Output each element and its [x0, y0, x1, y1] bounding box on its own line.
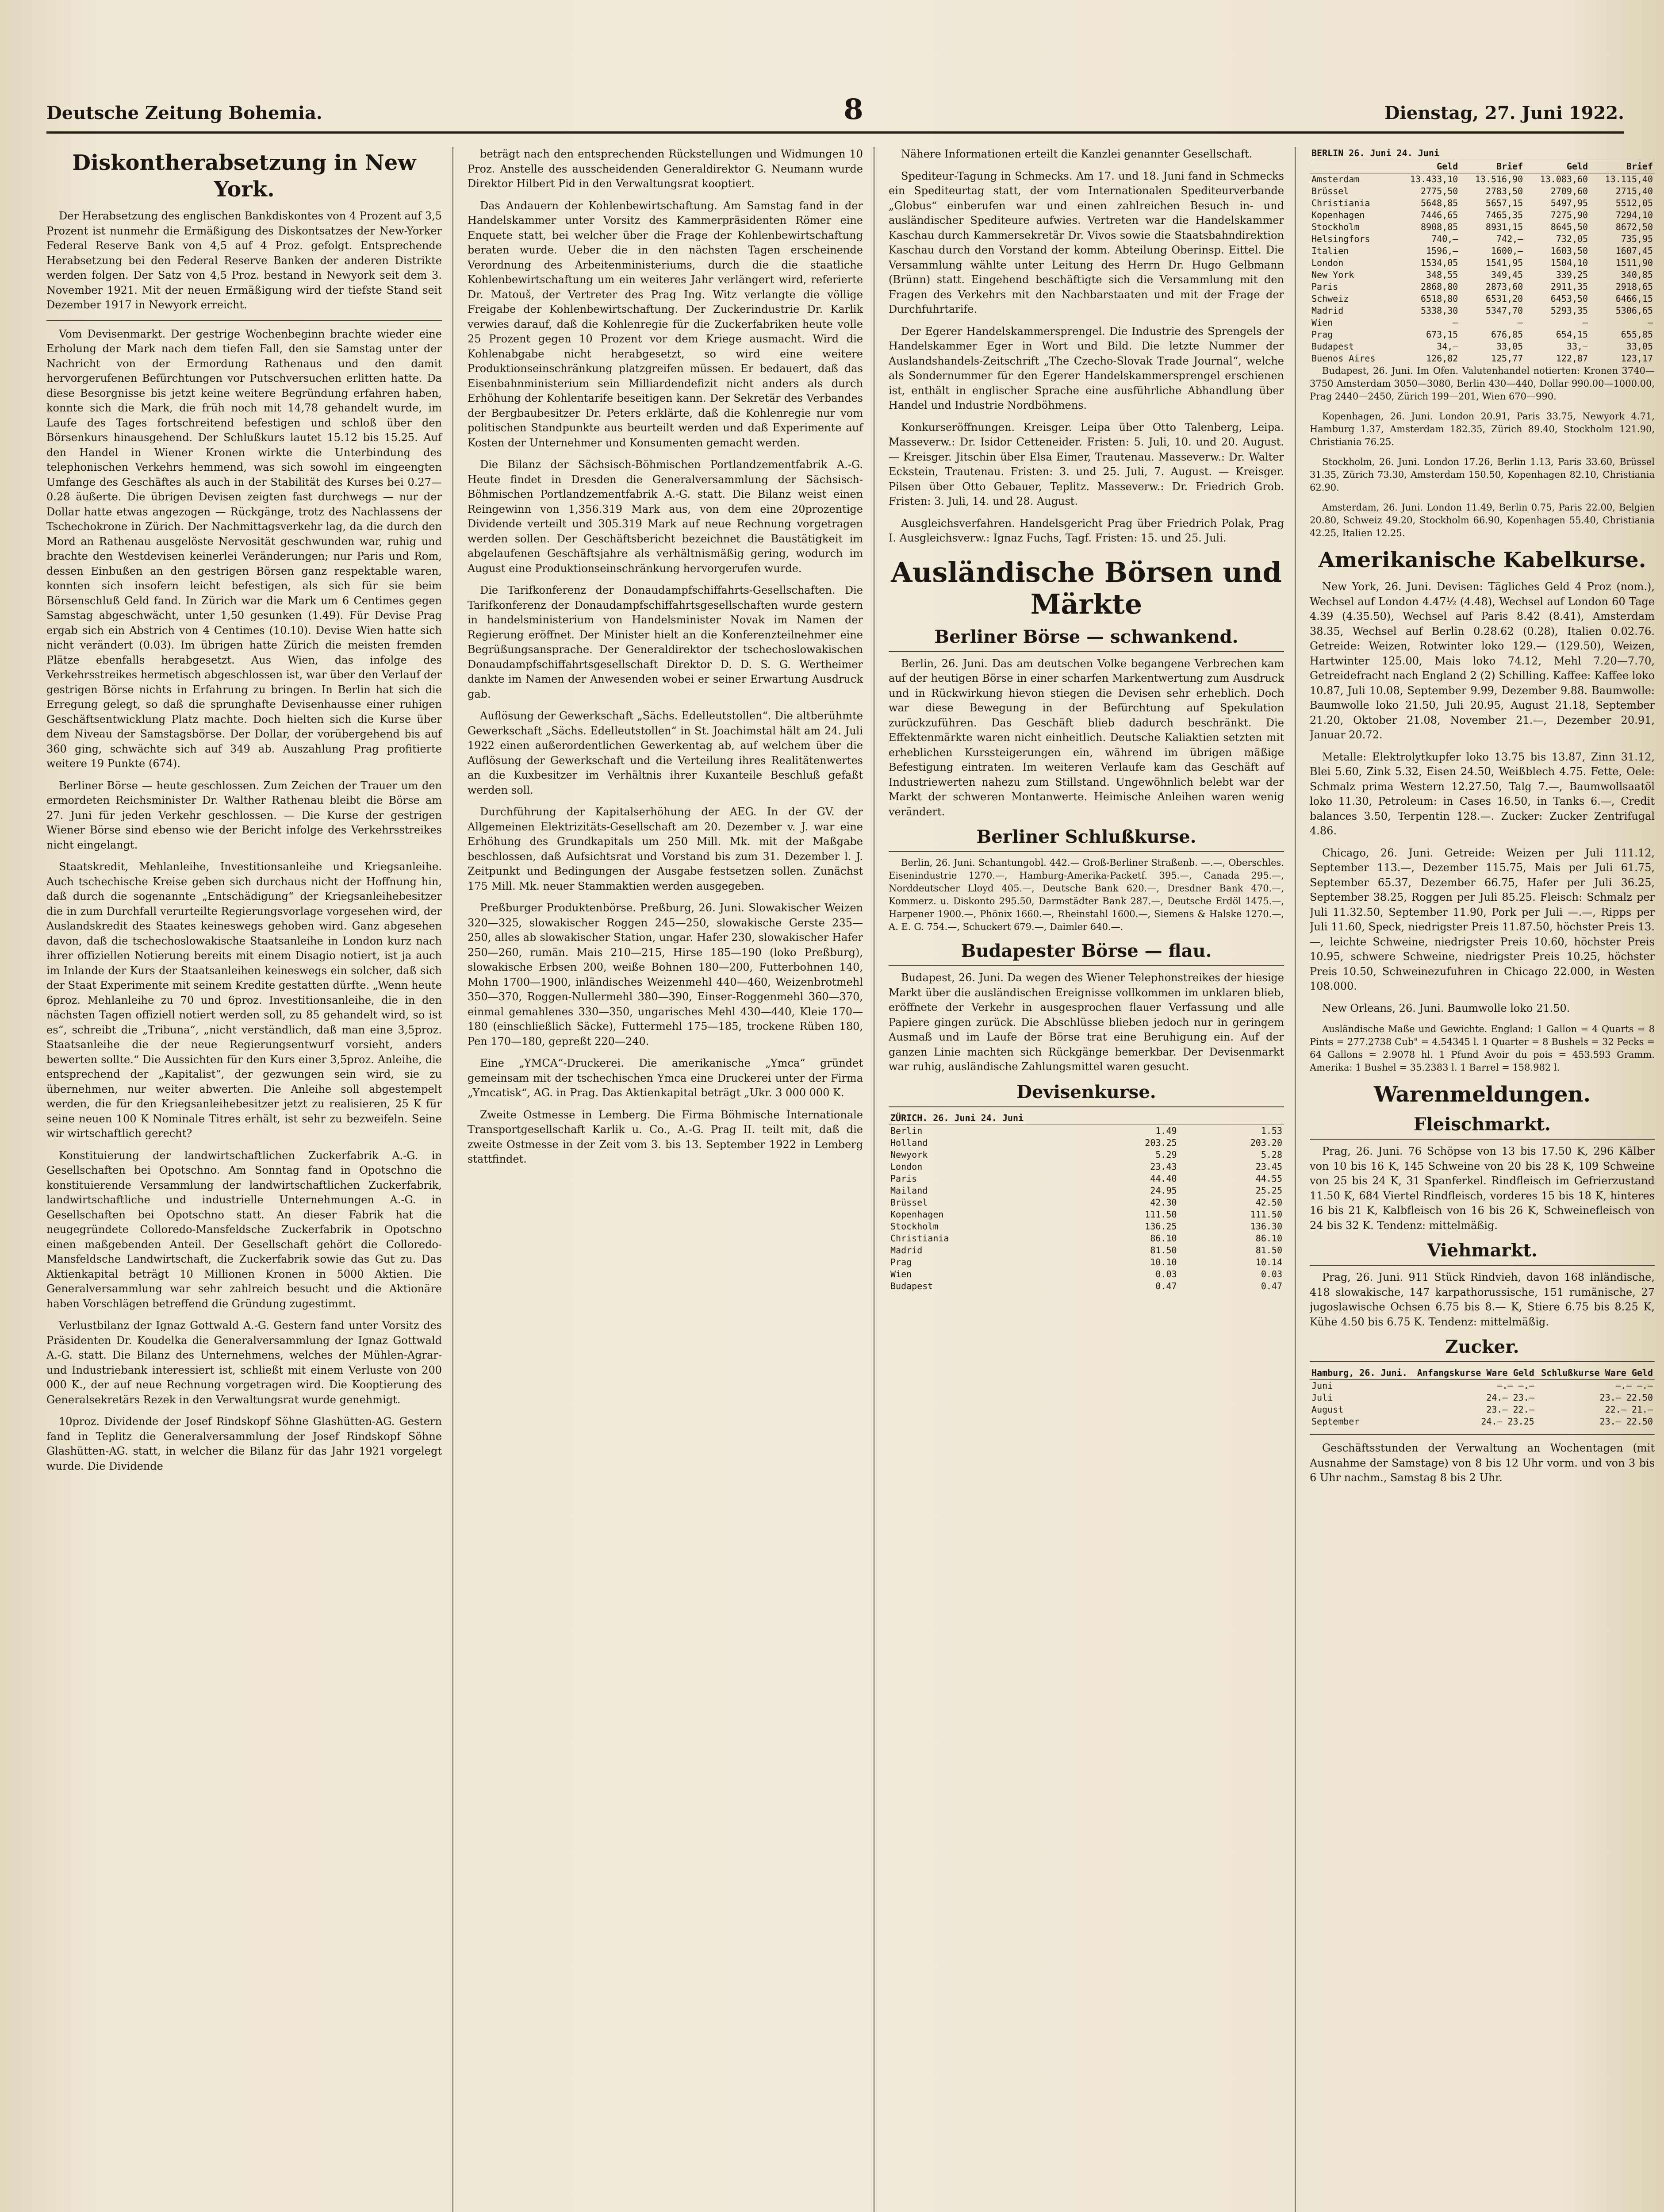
headline-kabelkurse: Amerikanische Kabelkurse. [1318, 548, 1646, 572]
berlin-fx-row-b2: 735,95 [1621, 234, 1653, 244]
sugar-row-b: 23.— 22.50 [1599, 1416, 1653, 1427]
article-text: Geschäftsstunden der Verwaltung an Wochentagen (mit Ausnahme der Samstage) von 8 bis 12 Uhr vorm. und von 3 bis 6 Uhr nachm., Samstag 8 bis 2 Uhr. [1310, 1442, 1655, 1484]
berlin-fx-row-b2: 8672,50 [1615, 222, 1653, 232]
column-4 [1310, 147, 1655, 2212]
article-text: Budapest, 26. Juni. Da wegen des Wiener Telephonstreikes der hiesige Markt über die ausländischen Ereignisse vollkommen im unklaren blieb, eröffnete der Verkehr in ausgesprochen flauer Verfassung und alle Papiere gingen zurück. Die Abschlüsse blieben jedoch nur in geringem Ausmaß und im Laufe der Börse trat eine Beruhigung ein. Auf der ganzen Linie machten sich Rückgänge bemerkbar. Der Devisenmarkt war ruhig, ausländische Zahlungsmittel waren gesucht. [889, 972, 1284, 1073]
berlin-fx-row-g1: 34,— [1437, 341, 1458, 352]
zurich-row [889, 1125, 1284, 1137]
berlin-fx-row-b2: 5512,05 [1615, 198, 1653, 208]
paper-name: Deutsche Zeitung Bohemia. [46, 103, 322, 123]
berlin-fx-col-brief: Brief [1460, 160, 1525, 173]
berlin-fx-row-g1: 5338,30 [1421, 305, 1458, 316]
zurich-row-place: Kopenhagen [890, 1209, 944, 1220]
berlin-fx-row-g1: 126,82 [1426, 353, 1458, 364]
berlin-fx-row [1310, 341, 1655, 353]
berlin-fx-row-b1: 2783,50 [1485, 186, 1523, 196]
sugar-row-month: August [1311, 1404, 1344, 1415]
zurich-row-b: 203.20 [1250, 1137, 1282, 1148]
berlin-fx-col-place [1310, 160, 1395, 173]
sugar-row-a: 24.— 23.25 [1481, 1416, 1534, 1427]
sugar-row-a: 23.— 22.— [1486, 1404, 1534, 1415]
zurich-row-place: London [890, 1161, 923, 1172]
berlin-fx-row-place: Madrid [1311, 305, 1344, 316]
article-text: Budapest, 26. Juni. Im Ofen. Valutenhandel notierten: Kronen 3740—3750 Amsterdam 3050—3080, Berlin 430—440, Dollar 990.00—1000.00, Prag 2440—2450, Zürich 199—201, Wien 670—990. [1310, 365, 1655, 402]
zurich-row-place: Madrid [890, 1244, 923, 1256]
article-text: Berlin, 26. Juni. Schantungobl. 442.— Groß-Berliner Straßenb. —.—, Oberschles. Eisenindustrie 1270.—, Hamburg-Amerika-Packetf. 395.—, Canada 295.—, Norddeutscher Lloyd 405.—, Deutsche Bank 620.—, Dresdner Bank 470.—, Kommerz. u. Diskonto 295.50, Darmstädter Bank 287.—, Deutsche Erdöl 1475.—, Harpener 1900.—, Phönix 1660.—, Rheinstahl 1600.—, Siemens & Halske 1270.—, A. E. G. 754.—, Schuckert 679.—, Daimler 640.—. [889, 857, 1284, 932]
zurich-row-a: 81.50 [1150, 1244, 1177, 1256]
berlin-fx-row-g1: 348,55 [1426, 269, 1458, 280]
berlin-fx-row [1310, 353, 1655, 365]
zurich-row-b: 44.55 [1255, 1173, 1282, 1184]
zurich-row-b: 1.53 [1261, 1125, 1282, 1136]
berlin-fx-row-b1: 5657,15 [1485, 198, 1523, 208]
berlin-fx-row-g1: 7446,65 [1421, 210, 1458, 220]
berlin-fx-row-b1: 6531,20 [1485, 293, 1523, 304]
berlin-fx-row [1310, 209, 1655, 221]
sugar-row-month: September [1311, 1416, 1360, 1427]
zurich-row-a: 111.50 [1145, 1209, 1177, 1220]
zurich-row-a: 42.30 [1150, 1197, 1177, 1208]
zurich-row-place: Mailand [890, 1185, 928, 1196]
berlin-fx-row [1310, 329, 1655, 341]
berlin-fx-row-g1: 1596,— [1426, 246, 1458, 256]
article-text: Nähere Informationen erteilt die Kanzlei genannter Gesellschaft. [901, 148, 1253, 160]
berlin-fx-row-place: Amsterdam [1311, 174, 1360, 184]
zurich-row-a: 203.25 [1145, 1137, 1177, 1148]
berlin-fx-row-b1: 7465,35 [1485, 210, 1523, 220]
zurich-row-a: 0.03 [1155, 1268, 1177, 1279]
article-text: Chicago, 26. Juni. Getreide: Weizen per Juli 111.12, September 113.—, Dezember 115.75, Mais per Juli 61.75, September 65.37, Dezember 66.75, Hafer per Juli 36.25, September 38.25, Roggen per Juli 85.25. Fleisch: Schmalz per Juli 11.32.50, September 11.90, Pork per Juli —.—, Ripps per Juli 11.60, Speck, niedrigster Preis 11.87.50, höchster Preis 13.—, leichte Schweine, niedrigster Preis 10.60, höchster Preis 10.95, schwere Schweine, niedrigster Preis 10.25, höchster Preis 10.50, Schweinezufuhren in Chicago 22.000, in Westen 108.000. [1310, 846, 1655, 992]
zurich-row-a: 136.25 [1145, 1221, 1177, 1232]
sugar-row-a: 24.— 23.— [1486, 1392, 1534, 1403]
berlin-fx-row-place: Kopenhagen [1311, 210, 1365, 220]
berlin-fx-row-g2: 339,25 [1556, 269, 1588, 280]
berlin-fx-row-place: Paris [1311, 281, 1338, 292]
berlin-fx-row-g2: 6453,50 [1550, 293, 1588, 304]
zurich-row-a: 24.95 [1150, 1185, 1177, 1196]
zurich-row-place: Christiania [890, 1233, 949, 1244]
sugar-table-body [1310, 1380, 1655, 1428]
berlin-fx-row-g2: 8645,50 [1550, 222, 1588, 232]
article-text: Prag, 26. Juni. 911 Stück Rindvieh, davon 168 inländische, 418 slowakische, 147 karpathorussische, 151 rumänische, 27 jugoslawische Ochsen 6.75 bis 8.— K, Stiere 6.75 bis 8.25 K, Kühe 4.50 bis 6.75 K. Tendenz: mittelmäßig. [1310, 1271, 1655, 1328]
berlin-fx-row [1310, 221, 1655, 233]
article-text: Preßburger Produktenbörse. Preßburg, 26. Juni. Slowakischer Weizen 320—325, slowakischer Roggen 245—250, slowakische Gerste 235—250, alles ab slowakischer Station, ungar. Hafer 230, slowakischer Hafer 250—260, rumän. Mais 210—215, Hirse 185—190 (loko Preßburg), slowakische Erbsen 200, weiße Bohnen 180—200, Futterbohnen 140, Mohn 1700—1900, inländisches Weizenmehl 440—460, Weizenbrotmehl 350—370, Roggen-Nullermehl 380—390, Einser-Roggenmehl 360—370, einmal gemahlenes 330—350, ungarisches Mehl 430—440, Kleie 170—180 (einschließlich Säcke), Futtermehl 175—185, trockene Rüben 180, Pen 170—180, gepreßt 220—240. [468, 902, 863, 1048]
berlin-fx-row-b2: 5306,65 [1615, 305, 1653, 316]
zurich-row-a: 5.29 [1155, 1149, 1177, 1160]
berlin-fx-row-g2: 1603,50 [1550, 246, 1588, 256]
zurich-row-b: 136.30 [1250, 1221, 1282, 1232]
berlin-fx-row [1310, 173, 1655, 186]
berlin-fx-row-b1: 5347,70 [1485, 305, 1523, 316]
berlin-fx-body [1310, 173, 1655, 365]
column-1 [46, 147, 453, 2212]
berlin-fx-row-b2: 13.115,40 [1605, 174, 1653, 184]
divider [1310, 1434, 1655, 1435]
berlin-fx-row-g1: — [1453, 317, 1458, 328]
zurich-row-place: Budapest [890, 1280, 933, 1291]
zurich-row-place: Stockholm [890, 1221, 939, 1232]
berlin-fx-row-place: Christiania [1311, 198, 1370, 208]
berlin-fx-row-g1: 1534,05 [1421, 257, 1458, 268]
zurich-row-a: 10.10 [1150, 1256, 1177, 1267]
sugar-row [1310, 1416, 1655, 1428]
berlin-fx-row-g2: 122,87 [1556, 353, 1588, 364]
article-text: Eine „YMCA“-Druckerei. Die amerikanische „Ymca“ gründet gemeinsam mit der tschechischen Ymca eine Druckerei unter der Firma „Ymcatisk“, AG. in Prag. Das Aktienkapital beträgt „Ukr. 3 000 000 K. [468, 1057, 863, 1099]
article-text: Amsterdam, 26. Juni. London 11.49, Berlin 0.75, Paris 22.00, Belgien 20.80, Schweiz 49.20, Stockholm 66.90, Kopenhagen 55.40, Christiania 42.25, Italien 12.25. [1310, 502, 1655, 538]
berlin-fx-row-b2: 33,05 [1626, 341, 1653, 352]
article-text: Prag, 26. Juni. 76 Schöpse von 13 bis 17.50 K, 296 Kälber von 10 bis 16 K, 145 Schweine von 20 bis 28 K, 109 Schweine von 25 bis 24 K, 31 Spanferkel. Rindfleisch im Gefrierzustand 11.50 K, 684 Viertel Rindfleisch, vorderes 15 bis 18 K, hinteres 16 bis 21 K, Kalbfleisch von 16 bis 26 K, Schweinefleisch von 24 bis 32 K. Tendenz: mittelmäßig. [1310, 1145, 1655, 1232]
zurich-row [889, 1268, 1284, 1280]
zurich-row-a: 86.10 [1150, 1233, 1177, 1244]
article-text: Vom Devisenmarkt. Der gestrige Wochenbeginn brachte wieder eine Erholung der Mark nach dem tiefen Fall, den sie Samstag unter der Nachricht von der Ermordung Rathenaus und den damit hervorgerufenen Befürchtungen vor Putschversuchen erlitten hatte. Da diese Besorgnisse bis jetzt keine weitere Begründung erfahren haben, konnte sich die Mark, die früh noch mit 14,78 gehandelt wurde, im Laufe des Tages fortschreitend befestigen und schloß über den Börsenkurs hinausgehend. Der Schlußkurs lautet 15.12 bis 15.25. Auf den Handel in Wiener Kronen wirkte die Unterbindung des telephonischen Verkehrs hemmend, was sich sowohl im eingeengten Umfange des Geschäftes als auch in der Stabilität des Kurses bei 0.27—0.28 äußerte. Die übrigen Devisen zeigten fast durchwegs — nur der Dollar hatte etwas angezogen — Rückgänge, trotz des Nachlassens der Tschechokrone in Zürich. Der Nachmittagsverkehr lag, da die durch den Mord an Rathenau ausgelöste Nervosität geschwunden war, ruhig und brachte den Westdevisen keinerlei Veränderungen; nur Paris und Rom, dessen Einbußen an den gestrigen Börsen ganz respektable waren, konnten sich insofern leicht befestigen, als sich für sie beim Börsenschluß Geld fand. In Zürich war die Mark um 6 Centimes gegen Samstag abgeschwächt, unter 1,50 gesunken (1.49). Für Devise Prag ergab sich ein Abstrich von 4 Centimes (10.10). Devise Wien hatte sich nicht verändert (0.03). Im übrigen hatte Zürich die meisten fremden Plätze ebenfalls herabgesetzt. Aus Wien, das infolge des Verkehrsstreikes hermetisch abgeschlossen ist, war über den Verlauf der gestrigen Börse nichts in Erfahrung zu bringen. In Berlin hat sich die Erregung gelegt, so daß die sprunghafte Devisenhausse einer ruhigen Geschäftsentwicklung Platz machte. Doch hielten sich die Kurse über dem Niveau der Samstagsbörse. Der Dollar, der vorübergehend bis auf 360 ging, schwächte sich auf 349 ab. Auszahlung Prag profitierte weitere 19 Punkte (674). [46, 327, 442, 770]
zurich-row [889, 1185, 1284, 1197]
berlin-fx-row-b2: 123,17 [1621, 353, 1653, 364]
sugar-row-b: 23.— 22.50 [1599, 1392, 1653, 1403]
article-text: Staatskredit, Mehlanleihe, Investitionsanleihe und Kriegsanleihe. Auch tschechische Kreise geben sich durchaus nicht der Hoffnung hin, daß durch die sogenannte „Entschädigung“ der Kriegsanleihebesitzer die in zum Durchfall verurteilte Regierungsvorlage vorgesehen wird, der Auslandskredit des Staates keineswegs gehoben wird. Ganz abgesehen davon, daß die tschechoslowakische Staatsanleihe in London kurz nach ihrer offiziellen Notierung bereits mit einem Disagio notiert, ist ja auch im Inlande der Kurs der Staatsanleihen keineswegs ein solcher, daß sich der Staat Experimente mit seinem Kredite gestatten dürfte. „Wenn heute 6proz. Mehlanleihe zu 70 und 6proz. Investitionsanleihe, die in den nächsten Tagen offiziell notiert werden soll, zu 85 gehandelt wird, so ist es“, schreibt die „Tribuna“, „nicht verständlich, daß man eine 3,5proz. Staatsanleihe die der neue Regierungsentwurf vorsieht, anders bewerten sollte.“ Die Aussichten für den Kurs einer 3,5proz. Anleihe, die entsprechend der „Kapitalist“, der gezwungen sein wird, sie zu übernehmen, nur weiter abwerten. Die Anleihe soll abgestempelt werden, die für den Kriegsanleihebesitzer jetzt zu realisieren, 25 K für seine neuen 100 K Nominale Titres erhält, ist sehr zu bezweifeln. Seine wir wirtschaftlich gerecht? [46, 860, 442, 1140]
divider [46, 320, 442, 321]
subhead-budapester-boerse: Budapester Börse — flau. [889, 941, 1284, 966]
berlin-fx-row-g1: 8908,85 [1421, 222, 1458, 232]
berlin-fx-row-place: Brüssel [1311, 186, 1349, 196]
zurich-row [889, 1221, 1284, 1233]
subhead-berliner-boerse: Berliner Börse — schwankend. [889, 626, 1284, 652]
issue-date: Dienstag, 27. Juni 1922. [1384, 103, 1624, 123]
zurich-row-b: 10.14 [1255, 1256, 1282, 1267]
berlin-fx-row-g2: — [1583, 317, 1588, 328]
article-text: Berlin, 26. Juni. Das am deutschen Volke begangene Verbrechen kam auf der heutigen Börse in einer scharfen Markentwertung zum Ausdruck und in Rückwirkung hievon stiegen die Devisen sehr erheblich. Doch war diese Bewegung in der Befürchtung auf Spekulation zurückzuführen. Das Geschäft blieb dadurch beschränkt. Die Effektenmärkte waren nicht einheitlich. Deutsche Kaliaktien setzten mit erheblichen Kurssteigerungen ein, während im übrigen mäßige Befestigung eintraten. Im weiteren Verlaufe kam das Geschäft auf Industriewerten nahezu zum Stillstand. Ungewöhnlich belebt war der Markt der schweren Montanwerte. Heimische Anleihen waren wenig verändert. [889, 657, 1284, 818]
berlin-fx-row-place: Stockholm [1311, 222, 1360, 232]
berlin-fx-row-b2: — [1647, 317, 1653, 328]
zurich-table-body [889, 1125, 1284, 1292]
berlin-fx-row-g2: 5497,95 [1550, 198, 1588, 208]
headline-auslaendische-boersen: Ausländische Börsen und Märkte [891, 556, 1282, 620]
berlin-fx-row-b2: 1511,90 [1615, 257, 1653, 268]
article-text: New York, 26. Juni. Devisen: Tägliches Geld 4 Proz (nom.), Wechsel auf London 4.47½ (4.48), Wechsel auf London 60 Tage 4.39 (4.35.50), Wechsel auf Paris 8.42 (8.41), Amsterdam 38.35, Wechsel auf Berlin 0.28.62 (0.28), Italien 0.02.76. Getreide: Weizen, Rotwinter loko 129.— (129.50), Weizen, Hartwinter 125.00, Mais loko 74.12, Mehl 7.20—7.70, Getreidefracht nach England 2 (2) Schilling. Kaffee: Kaffee loko 10.87, Juli 10.08, September 9.99, Dezember 9.88. Baumwolle: Baumwolle loko 21.50, Juli 20.95, August 21.18, September 21.20, Oktober 21.08, November 21.—, Dezember 20.91, Januar 20.72. [1310, 580, 1655, 741]
article-text: New Orleans, 26. Juni. Baumwolle loko 21.50. [1322, 1002, 1570, 1014]
article-text: Stockholm, 26. Juni. London 17.26, Berlin 1.13, Paris 33.60, Brüssel 31.35, Zürich 73.30, Amsterdam 150.50, Kopenhagen 82.10, Christiania 62.90. [1310, 457, 1655, 493]
article-text: Berliner Börse — heute geschlossen. Zum Zeichen der Trauer um den ermordeten Reichsminister Dr. Walther Rathenau bleibt die Börse am 27. Juni für jeden Verkehr geschlossen. — Die Kurse der gestrigen Wiener Börse sind ebenso wie der Bericht infolge des Verkehrsstreikes nicht eingelangt. [46, 779, 442, 851]
sugar-row-a: —.— —.— [1497, 1380, 1534, 1391]
berlin-fx-row-g2: 654,15 [1556, 329, 1588, 340]
berlin-fx-row-b2: 2715,40 [1615, 186, 1653, 196]
berlin-fx-col-geld-2: Geld [1525, 160, 1590, 173]
berlin-fx-row [1310, 245, 1655, 257]
article-text: Das Andauern der Kohlenbewirtschaftung. Am Samstag fand in der Handelskammer unter Vorsitz des Kammerpräsidenten Römer eine Enquete statt, bei welcher über die Frage der Kohlenbewirtschaftung beraten wurde. Ueber die in den nächsten Tagen erscheinende Verordnung des Arbeitenministeriums, durch die die staatliche Kohlenbewirtschaftung um ein weiteres Jahr verlängert wird, referierte Dr. Matouš, der Vertreter des Prag Ing. Witz verlangte die völlige Freigabe der Kohlenbewirtschaftung. Der Zuckerindustrie Dr. Karlik verwies darauf, daß die Kohlenregie für die Zuckerfabriken heute volle 25 Prozent gegen 10 Prozent vor dem Kriege ausmacht. Wird die Kohlenabgabe nicht herabgesetzt, so wird eine weitere Produktionseinschränkung platzgreifen müssen. Er bedauert, daß das Eisenbahnministerium sein Milliardendefizit nicht anders als durch Erhöhung der Kohlentarife beseitigen kann. Der Sekretär des Verbandes der Bergbaubesitzer Dr. Peters erklärte, daß die Kohlenregie nur vom politischen Standpunkte aus beurteilt werden und daß Experimente auf Kosten der Unternehmer und Konsumenten gemacht werden. [468, 199, 863, 449]
article-text: 10proz. Dividende der Josef Rindskopf Söhne Glashütten-AG. Gestern fand in Teplitz die Generalversammlung der Josef Rindskopf Söhne Glashütten-AG. statt, in welcher die Bilanz für das Jahr 1921 vorgelegt wurde. Die Dividende [46, 1415, 442, 1472]
zurich-row [889, 1149, 1284, 1161]
article-text: Spediteur-Tagung in Schmecks. Am 17. und 18. Juni fand in Schmecks ein Spediteurtag statt, der vom Internationalen Spediteurverbande „Globus“ einberufen war und einen zahlreichen Besuch in- und ausländischer Spediteure aufwies. Vertreten war die Handelskammer Kaschau durch Kammersekretär Dr. Vivos sowie die Staatsbahndirektion Kaschau durch den Vorstand der komm. Abteilung Oberinsp. Eittel. Die Versammlung wählte unter Leitung des Herrn Dr. Hugo Gelbmann (Brünn) statt. Eingehend beschäftigte sich die Versammlung mit den Fragen des Verkehrs mit den Nachbarstaaten und mit der Frage der Durchfuhrtarife. [889, 169, 1284, 315]
article-text: beträgt nach den entsprechenden Rückstellungen und Widmungen 10 Proz. Anstelle des ausscheidenden Generaldirektor G. Neumann wurde Direktor Hilbert Pid in den Verwaltungsrat kooptiert. [468, 148, 863, 190]
article-text: Die Bilanz der Sächsisch-Böhmischen Portlandzementfabrik A.-G. Heute findet in Dresden die Generalversammlung der Sächsisch-Böhmischen Portlandzementfabrik A.-G. statt. Die Bilanz weist einen Reingewinn von 1,356.319 Mark aus, von dem eine 20prozentige Dividende verteilt und 305.319 Mark auf neue Rechnung vorgetragen werden sollen. Der Geschäftsbericht bezeichnet die Baustätigkeit im abgelaufenen Geschäftsjahre als verhältnismäßig gering, wodurch im August eine Produktionseinschränkung hervorgerufen wurde. [468, 458, 863, 575]
berlin-fx-row-place: Helsingfors [1311, 234, 1370, 244]
berlin-fx-row-b1: 742,— [1496, 234, 1523, 244]
berlin-fx-row-g1: 6518,80 [1421, 293, 1458, 304]
berlin-fx-row-place: Buenos Aires [1311, 353, 1376, 364]
berlin-fx-row-place: Budapest [1311, 341, 1354, 352]
zurich-row-b: 42.50 [1255, 1197, 1282, 1208]
zurich-row-a: 1.49 [1155, 1125, 1177, 1136]
berlin-fx-row-b1: 33,05 [1496, 341, 1523, 352]
zurich-row-place: Paris [890, 1173, 917, 1184]
article-text: Zweite Ostmesse in Lemberg. Die Firma Böhmische Internationale Transportgesellschaft Karlik u. Co., A.-G. Prag II. teilt mit, daß die zweite Ostmesse in der Zeit vom 3. bis 13. September 1922 in Lemberg stattfindet. [468, 1108, 863, 1165]
zurich-row [889, 1244, 1284, 1256]
sugar-row-month: Juli [1311, 1392, 1333, 1403]
berlin-fx-title: BERLIN 26. Juni 24. Juni [1310, 147, 1655, 160]
sugar-row-month: Juni [1311, 1380, 1333, 1391]
zurich-row-b: 86.10 [1255, 1233, 1282, 1244]
zurich-row-place: Wien [890, 1268, 912, 1279]
berlin-fx-row-b1: 1600,— [1491, 246, 1523, 256]
berlin-fx-row [1310, 293, 1655, 305]
masthead [46, 93, 1624, 134]
article-text: Metalle: Elektrolytkupfer loko 13.75 bis 13.87, Zinn 31.12, Blei 5.60, Zink 5.32, Eisen 24.50, Weißblech 4.75. Fette, Oele: Schmalz prima Western 12.27.50, Talg 7.—, Baumwollsaatöl loko 11.30, Petroleum: in Cases 16.50, in Tanks 6.—, Credit balances 3.50, Terpentin 128.—. Zucker: Zucker Zentrifugal 4.86. [1310, 750, 1655, 837]
headline-diskont: Diskontherabsetzung in New York. [72, 150, 416, 202]
subhead-schlusskurse: Berliner Schlußkurse. [889, 826, 1284, 852]
zurich-row-b: 5.28 [1261, 1149, 1282, 1160]
zurich-row [889, 1233, 1284, 1244]
berlin-fx-row-b1: 8931,15 [1485, 222, 1523, 232]
berlin-fx-row-b2: 340,85 [1621, 269, 1653, 280]
columns [46, 147, 1655, 2212]
zurich-row [889, 1161, 1284, 1173]
berlin-fx-row-g2: 2911,35 [1550, 281, 1588, 292]
sugar-row-b: —.— —.— [1615, 1380, 1653, 1391]
berlin-fx-row-g1: 2868,80 [1421, 281, 1458, 292]
berlin-fx-col-brief-2: Brief [1590, 160, 1655, 173]
berlin-fx-row [1310, 281, 1655, 293]
zurich-row [889, 1137, 1284, 1149]
sugar-row [1310, 1392, 1655, 1404]
zurich-row-b: 81.50 [1255, 1244, 1282, 1256]
headline-warenmeldungen: Warenmeldungen. [1373, 1082, 1591, 1107]
berlin-fx-row-b2: 6466,15 [1615, 293, 1653, 304]
berlin-fx-row-g2: 7275,90 [1550, 210, 1588, 220]
sugar-col-place: Hamburg, 26. Juni. [1310, 1367, 1412, 1380]
sugar-table [1310, 1367, 1655, 1428]
berlin-fx-row-b2: 655,85 [1621, 329, 1653, 340]
subhead-devisenkurse: Devisenkurse. [889, 1082, 1284, 1107]
berlin-fx-row-place: Wien [1311, 317, 1333, 328]
berlin-fx-row-place: Italien [1311, 246, 1349, 256]
column-3 [889, 147, 1296, 2212]
article-text: Der Egerer Handelskammersprengel. Die Industrie des Sprengels der Handelskammer Eger in Wort und Bild. Die letzte Nummer der Auslandshandels-Zeitschrift „The Czecho-Slovak Trade Journal“, welche als Sondernummer für den Egerer Handelskammersprengel erschienen ist, enthält in englischer Sprache eine ausführliche Abhandlung über Handel und Industrie Nordböhmens. [889, 325, 1284, 411]
zurich-row-a: 44.40 [1150, 1173, 1177, 1184]
berlin-fx-row-g2: 732,05 [1556, 234, 1588, 244]
article-text: Konstituierung der landwirtschaftlichen Zuckerfabrik A.-G. in Gesellschaften bei Opotschno. Am Sonntag fand in Opotschno die konstituierende Versammlung der landwirtschaftlichen Zuckerfabrik, landwirtschaftliche und industrielle Unternehmungen A.-G. in Gesellschaften bei Opotschno statt. An dieser Fabrik hat die neugegründete Colloredo-Mansfeldsche Zuckerfabrik in Opotschno einen maßgebenden Anteil. Der Gesellschaft gehört die Colloredo-Mansfeldsche Landwirtschaft, die Zuckerfabrik sowie das Gut zu. Das Aktienkapital beträgt 10 Millionen Kronen in 5000 Aktien. Die Generalversammlung war sehr zahlreich besucht und die Aktionäre haben Vorschlägen betreffend die Gründung zugestimmt. [46, 1149, 442, 1310]
berlin-fx-row-place: New York [1311, 269, 1354, 280]
berlin-fx-row-b1: 349,45 [1491, 269, 1523, 280]
berlin-fx-row-b2: 7294,10 [1615, 210, 1653, 220]
article-text: Ausgleichsverfahren. Handelsgericht Prag über Friedrich Polak, Prag I. Ausgleichsverw.: Ignaz Fuchs, Tagf. Fristen: 15. und 25. Juli. [889, 517, 1284, 544]
sugar-row-b: 22.— 21.— [1605, 1404, 1653, 1415]
zurich-row-a: 23.43 [1150, 1161, 1177, 1172]
zurich-row [889, 1173, 1284, 1185]
article-text: Auflösung der Gewerkschaft „Sächs. Edelleutstollen“. Die altberühmte Gewerkschaft „Sächs. Edelleutstollen“ in St. Joachimstal hält am 24. Juli 1922 einen außerordentlichen Gewerkentag ab, auf welchem über die Auflösung der Gewerkschaft und die Verteilung ihres Realitätenwertes an die Kuxbesitzer im Verhältnis ihrer Kuxanteile Beschluß gefaßt werden soll. [468, 710, 863, 796]
zurich-row-b: 0.47 [1261, 1280, 1282, 1291]
berlin-fx-row-place: Prag [1311, 329, 1333, 340]
article-text: Konkurseröffnungen. Kreisger. Leipa über Otto Talenberg, Leipa. Masseverw.: Dr. Isidor Cetteneider. Fristen: 5. Juli, 10. und 20. August. — Kreisger. Jitschin über Elsa Eimer, Trautenau. Masseverw.: Dr. Walter Eckstein, Trautenau. Fristen: 3. und 25. Juli, 7. August. — Kreisger. Pilsen über Otto Gebauer, Teplitz. Masseverw.: Dr. Friedrich Grob. Fristen: 3. Juli, 14. und 28. August. [889, 421, 1284, 507]
zurich-row-place: Prag [890, 1256, 912, 1267]
berlin-fx-row-g1: 740,— [1431, 234, 1458, 244]
article-text: Kopenhagen, 26. Juni. London 20.91, Paris 33.75, Newyork 4.71, Hamburg 1.37, Amsterdam 182.35, Zürich 89.40, Stockholm 121.90, Christiania 76.25. [1310, 411, 1655, 447]
sugar-row [1310, 1404, 1655, 1416]
zurich-row [889, 1197, 1284, 1209]
zurich-table [889, 1112, 1284, 1292]
berlin-fx-row-place: London [1311, 257, 1344, 268]
berlin-fx-row-b1: 2873,60 [1485, 281, 1523, 292]
zurich-row-b: 23.45 [1255, 1161, 1282, 1172]
zurich-row [889, 1209, 1284, 1221]
subhead-viehmarkt: Viehmarkt. [1310, 1240, 1655, 1266]
berlin-fx-row-g2: 1504,10 [1550, 257, 1588, 268]
column-2 [468, 147, 874, 2212]
berlin-fx-row-b2: 2918,65 [1615, 281, 1653, 292]
zurich-row-b: 25.25 [1255, 1185, 1282, 1196]
sugar-col-open: Anfangskurse Ware Geld [1412, 1367, 1536, 1380]
subhead-fleischmarkt: Fleischmarkt. [1310, 1114, 1655, 1140]
article-text: Ausländische Maße und Gewichte. England: 1 Gallon = 4 Quarts = 8 Pints = 277.2738 Cub" = 4.54345 l. 1 Quarter = 8 Bushels = 32 Pecks = 64 Gallons = 2.9078 hl. 1 Pfund Avoir du pois = 453.593 Gramm. Amerika: 1 Bushel = 35.2383 l. 1 Barrel = 158.982 l. [1310, 1024, 1655, 1073]
subhead-zucker: Zucker. [1310, 1336, 1655, 1362]
berlin-fx-col-geld: Geld [1395, 160, 1460, 173]
berlin-fx-row [1310, 257, 1655, 269]
zurich-table-header: ZÜRICH. 26. Juni 24. Juni [889, 1112, 1284, 1125]
zurich-row-b: 111.50 [1250, 1209, 1282, 1220]
zurich-row [889, 1280, 1284, 1292]
berlin-fx-row [1310, 185, 1655, 197]
berlin-fx-row [1310, 317, 1655, 329]
berlin-fx-row-g2: 2709,60 [1550, 186, 1588, 196]
zurich-row [889, 1256, 1284, 1268]
article-text: Die Tarifkonferenz der Donaudampfschiffahrts-Gesellschaften. Die Tarifkonferenz der Donaudampfschiffahrtsgesellschaften wurde gestern in handelsministerium von Handelsminister Novak im Namen der Regierung eröffnet. Der Minister hielt an die Konferenzteilnehmer eine Begrüßungsansprache. Der Generaldirektor der tschechoslowakischen Donaudampfschiffahrtsgesellschaft Direktor D. D. S. G. Wertheimer dankte im Namen der Anwesenden wobei er seiner Erwartung Ausdruck gab. [468, 584, 863, 700]
berlin-fx-table [1310, 147, 1655, 365]
berlin-fx-row [1310, 233, 1655, 245]
zurich-row-place: Newyork [890, 1149, 928, 1160]
sugar-col-close: Schlußkurse Ware Geld [1536, 1367, 1655, 1380]
berlin-fx-row-g1: 673,15 [1426, 329, 1458, 340]
article-text: Durchführung der Kapitalserhöhung der AEG. In der GV. der Allgemeinen Elektrizitäts-Gesellschaft am 20. Dezember v. J. war eine Erhöhung des Grundkapitals um 250 Mill. Mk. mit der Maßgabe beschlossen, daß Aufsichtsrat und Vorstand bis zum 31. Dezember l. J. Zeitpunkt und Bedingungen der Ausgabe festsetzen sollen. Zunächst 175 Mill. Mk. neuer Stammaktien werden ausgegeben. [468, 806, 863, 892]
article-text: Verlustbilanz der Ignaz Gottwald A.-G. Gestern fand unter Vorsitz des Präsidenten Dr. Koudelka die Generalversammlung der Ignaz Gottwald A.-G. statt. Die Bilanz des Unternehmens, welches der Mühlen-Agrar- und Industriebank interessiert ist, schließt mit einem Verluste von 200 000 K., der auf neue Rechnung vorgetragen wird. Die Kooptierung des Generalsekretärs Rezek in den Verwaltungsrat wurde genehmigt. [46, 1319, 442, 1406]
berlin-fx-row-b1: 676,85 [1491, 329, 1523, 340]
berlin-fx-row-b1: 1541,95 [1485, 257, 1523, 268]
berlin-fx-row [1310, 269, 1655, 281]
berlin-fx-row [1310, 305, 1655, 317]
berlin-fx-row-g2: 13.083,60 [1540, 174, 1588, 184]
zurich-row-place: Brüssel [890, 1197, 928, 1208]
berlin-fx-row-g1: 5648,85 [1421, 198, 1458, 208]
berlin-fx-row-g2: 5293,35 [1550, 305, 1588, 316]
zurich-row-place: Holland [890, 1137, 928, 1148]
berlin-fx-row-g2: 33,— [1566, 341, 1588, 352]
berlin-fx-row-b1: 13.516,90 [1475, 174, 1523, 184]
article-text: Der Herabsetzung des englischen Bankdiskontes von 4 Prozent auf 3,5 Prozent ist nunmehr die Ermäßigung des Diskontsatzes der New-Yorker Federal Reserve Bank von 4,5 auf 4 Proz. gefolgt. Entsprechende Herabsetzung bei den Federal Reserve Banken der anderen Distrikte werden folgen. Der Satz von 4,5 Proz. bestand in Newyork seit dem 3. November 1921. Mit der neuen Ermäßigung wird der tiefste Stand seit Dezember 1917 in Newyork erreicht. [46, 210, 442, 311]
zurich-row-a: 0.47 [1155, 1280, 1177, 1291]
berlin-fx-row-b1: — [1518, 317, 1523, 328]
berlin-fx-row [1310, 197, 1655, 209]
berlin-fx-row-g1: 2775,50 [1421, 186, 1458, 196]
berlin-fx-row-b1: 125,77 [1491, 353, 1523, 364]
berlin-fx-row-place: Schweiz [1311, 293, 1349, 304]
berlin-fx-row-g1: 13.433,10 [1410, 174, 1458, 184]
zurich-row-place: Berlin [890, 1125, 923, 1136]
page-number: 8 [844, 93, 863, 126]
sugar-row [1310, 1380, 1655, 1392]
berlin-fx-row-b2: 1607,45 [1615, 246, 1653, 256]
zurich-row-b: 0.03 [1261, 1268, 1282, 1279]
